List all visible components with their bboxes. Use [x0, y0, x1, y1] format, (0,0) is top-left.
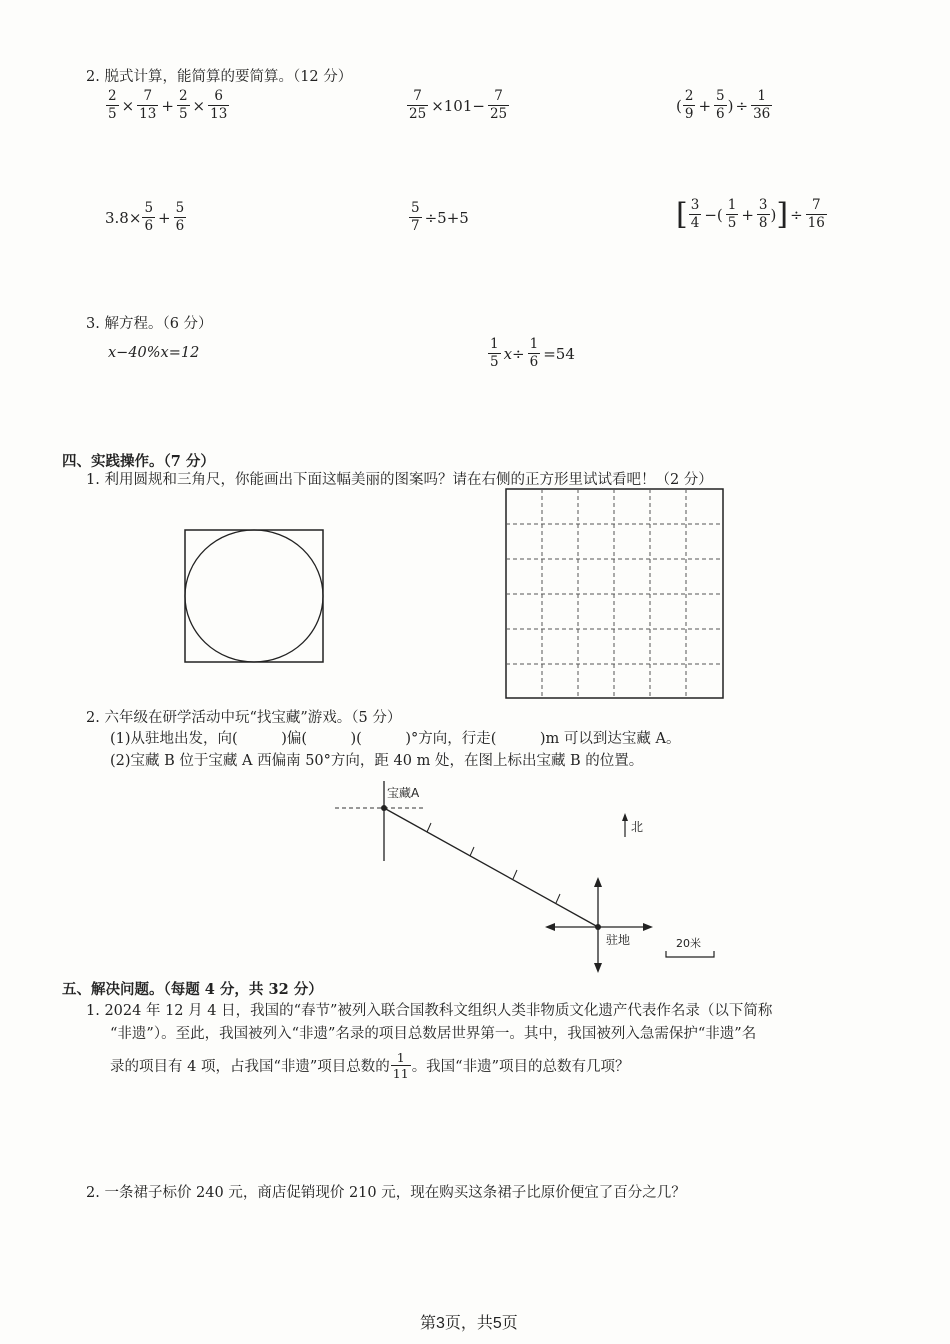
page-footer: 第3页，共5页 — [420, 1315, 518, 1332]
equation-1: x−40%x=12 — [108, 345, 200, 361]
section4-title: 四、实践操作。（7 分） — [62, 453, 215, 470]
equation-2: $\frac{1}{5}$ x÷ $\frac{1}{6}$ =54 — [490, 336, 575, 370]
section5-q1-line3: 录的项目有 4 项，占我国“非遗”项目总数的 $\frac{1}{11}$ 。我国“非遗”项目的总数有几项？ — [110, 1050, 630, 1081]
section4-q2-title: 2. 六年级在研学活动中玩“找宝藏”游戏。（5 分） — [86, 710, 402, 726]
treasure-map — [325, 775, 725, 975]
expr-2: $\frac{7}{25}$ ×101− $\frac{7}{25}$ — [409, 88, 508, 122]
section5-q1-line2: “非遗”）。至此，我国被列入“非遗”名录的项目总数居世界第一。其中，我国被列入急需保护“非遗”名 — [110, 1026, 757, 1042]
expr-6: [ $\frac{3}{4}$ −( $\frac{1}{5}$ + $\frac{3}{8}$ ) ] ÷ $\frac{7}{16}$ — [676, 197, 825, 232]
base-point — [595, 924, 601, 930]
expr-3: ( $\frac{2}{9}$ + $\frac{5}{6}$ ) ÷ $\frac{1}{36}$ — [676, 88, 771, 122]
expr-4: 3.8× $\frac{5}{6}$ + $\frac{5}{6}$ — [105, 200, 185, 234]
expr-1: $\frac{2}{5}$ × $\frac{7}{13}$ + $\frac{2}{5}$ × $\frac{6}{13}$ — [108, 88, 228, 122]
scale-bar — [666, 951, 714, 957]
section5-q2: 2. 一条裙子标价 240 元，商店促销现价 210 元，现在购买这条裙子比原价便宜了百分之几？ — [86, 1185, 686, 1201]
route-line — [384, 808, 598, 927]
north-label: 北 — [631, 820, 644, 834]
q2-title: 2. 脱式计算，能简算的要简算。（12 分） — [86, 69, 353, 85]
drawing-grid[interactable] — [505, 488, 725, 700]
flower-pattern-figure — [180, 525, 330, 665]
section4-q2-part1: (1)从驻地出发，向( )偏( )( )°方向，行走( )m 可以到达宝藏 A。 — [110, 731, 681, 747]
base-label: 驻地 — [606, 933, 631, 947]
section4-q1: 1. 利用圆规和三角尺，你能画出下面这幅美丽的图案吗？请在右侧的正方形里试试看吧！（2 分） — [86, 472, 713, 488]
expr-5: $\frac{5}{7}$ ÷5+5 — [411, 200, 469, 234]
q3-title: 3. 解方程。（6 分） — [86, 316, 213, 332]
section5-q1-line1: 1. 2024 年 12 月 4 日，我国的“春节”被列入联合国教科文组织人类非物质文化遗产代表作名录（以下简称 — [86, 1003, 773, 1019]
section5-title: 五、解决问题。（每题 4 分，共 32 分） — [62, 981, 323, 998]
treasure-a-label: 宝藏A — [387, 786, 420, 800]
scale-label: 20米 — [676, 937, 701, 950]
section4-q2-part2: (2)宝藏 B 位于宝藏 A 西偏南 50°方向，距 40 m 处，在图上标出宝藏 B 的位置。 — [110, 753, 644, 769]
